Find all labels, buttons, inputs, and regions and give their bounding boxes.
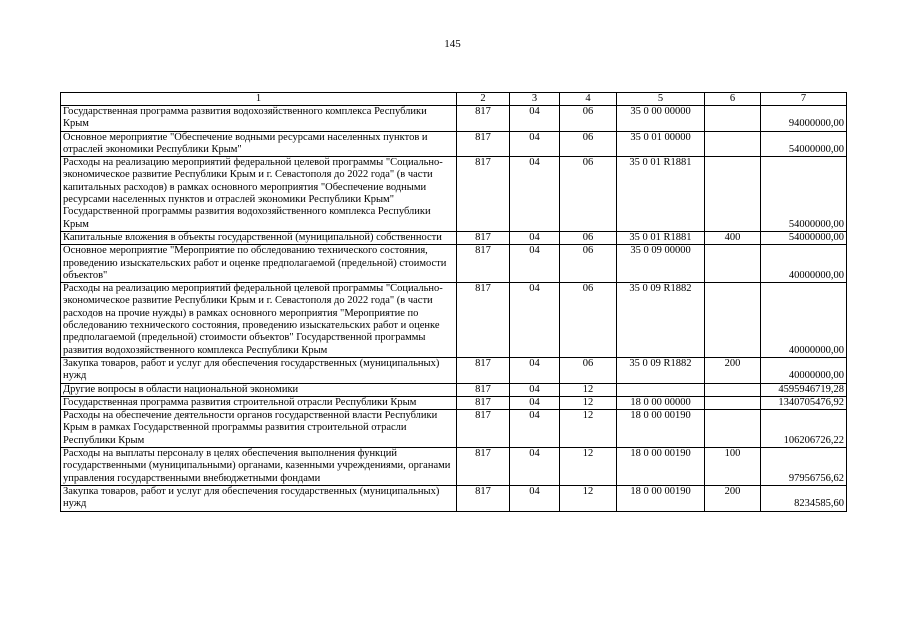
row-subsection-code: 06 [560,357,617,383]
row-target-code: 35 0 01 R1881 [617,231,705,244]
header-cell: 6 [705,93,761,106]
header-cell: 3 [510,93,560,106]
row-ministry-code: 817 [457,245,510,283]
row-expense-type [705,383,761,396]
row-name: Государственная программа развития водохозяйственного комплекса Республики Крым [61,106,457,132]
row-name: Расходы на выплаты персоналу в целях обеспечения выполнения функций государственными (муниципальными) органами, казенными учреждениями, органами управления государственными внебюджетными фондами [61,448,457,486]
row-amount: 40000000,00 [761,283,847,358]
row-section-code: 04 [510,448,560,486]
row-target-code: 35 0 01 R1881 [617,157,705,232]
table-row [61,485,847,511]
row-ministry-code: 817 [457,448,510,486]
table-row [61,357,847,383]
row-section-code: 04 [510,485,560,511]
row-name: Расходы на реализацию мероприятий федеральной целевой программы "Социально-экономическое развитие Республики Крым и г. Севастополя до 2022 года" (в части капитальных расходов) в рамках основного мероприятия "Обеспечение водными ресурсами населенных пунктов и отраслей экономики Республики Крым" Государственной программы развития водохозяйственного комплекса Республики Крым [61,157,457,232]
row-name: Основное мероприятие "Мероприятие по обследованию технического состояния, проведению изыскательских работ и оценке предполагаемой (предельной) стоимости объектов" [61,245,457,283]
table-row [61,410,847,448]
row-amount: 54000000,00 [761,231,847,244]
table-row [61,131,847,157]
row-expense-type: 200 [705,357,761,383]
row-target-code: 35 0 09 00000 [617,245,705,283]
row-subsection-code: 06 [560,157,617,232]
table-row [61,396,847,409]
row-target-code: 18 0 00 00190 [617,448,705,486]
row-expense-type [705,283,761,358]
table-row [61,283,847,358]
row-ministry-code: 817 [457,383,510,396]
row-subsection-code: 06 [560,106,617,132]
row-subsection-code: 12 [560,396,617,409]
row-name: Основное мероприятие "Обеспечение водными ресурсами населенных пунктов и отраслей экономики Республики Крым" [61,131,457,157]
table-row [61,245,847,283]
row-ministry-code: 817 [457,231,510,244]
row-expense-type: 400 [705,231,761,244]
row-section-code: 04 [510,106,560,132]
row-ministry-code: 817 [457,410,510,448]
row-expense-type: 200 [705,485,761,511]
row-ministry-code: 817 [457,106,510,132]
row-subsection-code: 06 [560,131,617,157]
row-subsection-code: 12 [560,383,617,396]
row-amount: 40000000,00 [761,357,847,383]
row-target-code: 35 0 09 R1882 [617,357,705,383]
row-section-code: 04 [510,131,560,157]
row-name: Закупка товаров, работ и услуг для обеспечения государственных (муниципальных) нужд [61,357,457,383]
table-row [61,106,847,132]
row-ministry-code: 817 [457,283,510,358]
table-header-row [61,93,847,106]
row-subsection-code: 06 [560,283,617,358]
table-row [61,231,847,244]
row-section-code: 04 [510,396,560,409]
row-section-code: 04 [510,231,560,244]
table-row [61,157,847,232]
row-expense-type [705,157,761,232]
page-number: 145 [444,38,461,50]
row-name: Государственная программа развития строительной отрасли Республики Крым [61,396,457,409]
row-section-code: 04 [510,245,560,283]
row-amount: 1340705476,92 [761,396,847,409]
header-cell: 4 [560,93,617,106]
row-amount: 54000000,00 [761,157,847,232]
row-expense-type [705,410,761,448]
table-row [61,448,847,486]
row-section-code: 04 [510,410,560,448]
row-name: Расходы на обеспечение деятельности органов государственной власти Республики Крым в рамках Государственной программы развития строительной отрасли Республики Крым [61,410,457,448]
row-ministry-code: 817 [457,157,510,232]
row-ministry-code: 817 [457,396,510,409]
row-section-code: 04 [510,157,560,232]
row-expense-type [705,131,761,157]
table-row [61,383,847,396]
header-cell: 1 [61,93,457,106]
row-target-code: 18 0 00 00190 [617,485,705,511]
row-ministry-code: 817 [457,131,510,157]
row-target-code: 18 0 00 00190 [617,410,705,448]
row-section-code: 04 [510,357,560,383]
row-target-code: 35 0 09 R1882 [617,283,705,358]
row-amount: 97956756,62 [761,448,847,486]
row-expense-type [705,106,761,132]
row-amount: 4595946719,28 [761,383,847,396]
row-subsection-code: 12 [560,448,617,486]
row-ministry-code: 817 [457,357,510,383]
row-subsection-code: 12 [560,410,617,448]
row-amount: 40000000,00 [761,245,847,283]
row-name: Закупка товаров, работ и услуг для обеспечения государственных (муниципальных) нужд [61,485,457,511]
budget-table [60,92,847,512]
row-section-code: 04 [510,283,560,358]
row-target-code: 18 0 00 00000 [617,396,705,409]
header-cell: 5 [617,93,705,106]
row-expense-type: 100 [705,448,761,486]
row-subsection-code: 06 [560,231,617,244]
row-section-code: 04 [510,383,560,396]
row-ministry-code: 817 [457,485,510,511]
row-subsection-code: 12 [560,485,617,511]
row-amount: 94000000,00 [761,106,847,132]
row-target-code: 35 0 01 00000 [617,131,705,157]
row-name: Капитальные вложения в объекты государственной (муниципальной) собственности [61,231,457,244]
row-amount: 8234585,60 [761,485,847,511]
row-subsection-code: 06 [560,245,617,283]
row-amount: 54000000,00 [761,131,847,157]
row-target-code [617,383,705,396]
header-cell: 7 [761,93,847,106]
row-name: Другие вопросы в области национальной экономики [61,383,457,396]
row-expense-type [705,245,761,283]
row-name: Расходы на реализацию мероприятий федеральной целевой программы "Социально-экономическое развитие Республики Крым и г. Севастополя до 2022 года" (в части расходов на прочие нужды) в рамках основного мероприятия "Мероприятие по обследованию технического состояния, проведению изыскательских работ и оценке предполагаемой (предельной) стоимости объектов" Государственной программы развития водохозяйственного комплекса Республики Крым [61,283,457,358]
row-target-code: 35 0 00 00000 [617,106,705,132]
header-cell: 2 [457,93,510,106]
row-expense-type [705,396,761,409]
row-amount: 106206726,22 [761,410,847,448]
